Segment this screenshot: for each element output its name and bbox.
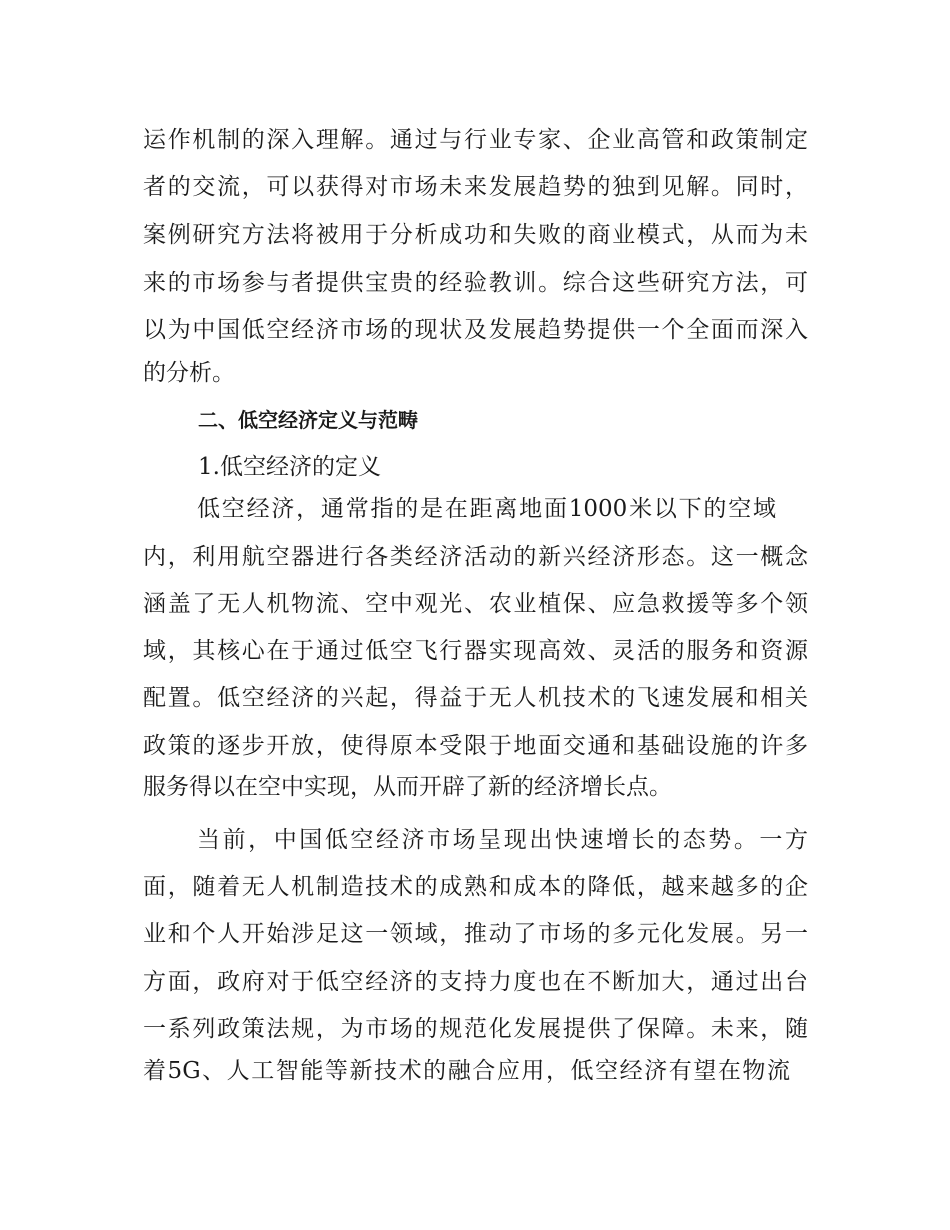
body-text-line: 服务得以在空中实现，从而开辟了新的经济增长点。 [143, 774, 672, 800]
body-text-line: 运作机制的深入理解。通过与行业专家、企业高管和政策制定 [143, 127, 808, 153]
body-text-line: 一系列政策法规，为市场的规范化发展提供了保障。未来，随 [143, 1016, 808, 1042]
body-text-line: 以为中国低空经济市场的现状及发展趋势提供一个全面而深入 [143, 317, 808, 343]
body-text-line: 方面，政府对于低空经济的支持力度也在不断加大，通过出台 [143, 969, 808, 995]
body-text-line: 配置。低空经济的兴起，得益于无人机技术的飞速发展和相关 [143, 685, 808, 711]
body-text-line: 内，利用航空器进行各类经济活动的新兴经济形态。这一概念 [143, 544, 808, 570]
body-text-line: 着5G、人工智能等新技术的融合应用，低空经济有望在物流 [143, 1058, 790, 1084]
body-text-line: 当前，中国低空经济市场呈现出快速增长的态势。一方 [197, 827, 808, 853]
body-text-line: 面，随着无人机制造技术的成熟和成本的降低，越来越多的企 [143, 874, 808, 900]
body-text-line: 案例研究方法将被用于分析成功和失败的商业模式，从而为未 [143, 222, 808, 248]
body-text-line: 域，其核心在于通过低空飞行器实现高效、灵活的服务和资源 [143, 638, 808, 664]
body-text-line: 来的市场参与者提供宝贵的经验教训。综合这些研究方法，可 [143, 270, 808, 296]
body-text-line: 业和个人开始涉足这一领域，推动了市场的多元化发展。另一 [143, 921, 808, 947]
body-text-line: 的分析。 [143, 360, 235, 386]
body-text-line: 政策的逐步开放，使得原本受限于地面交通和基础设施的许多 [143, 733, 808, 759]
body-text-line: 者的交流，可以获得对市场未来发展趋势的独到见解。同时， [143, 174, 808, 200]
section-heading: 二、低空经济定义与范畴 [198, 408, 418, 432]
subsection-heading: 1.低空经济的定义 [198, 454, 381, 480]
body-text-line: 涵盖了无人机物流、空中观光、农业植保、应急救援等多个领 [143, 591, 808, 617]
body-text-line: 低空经济，通常指的是在距离地面1000米以下的空域 [197, 496, 776, 522]
